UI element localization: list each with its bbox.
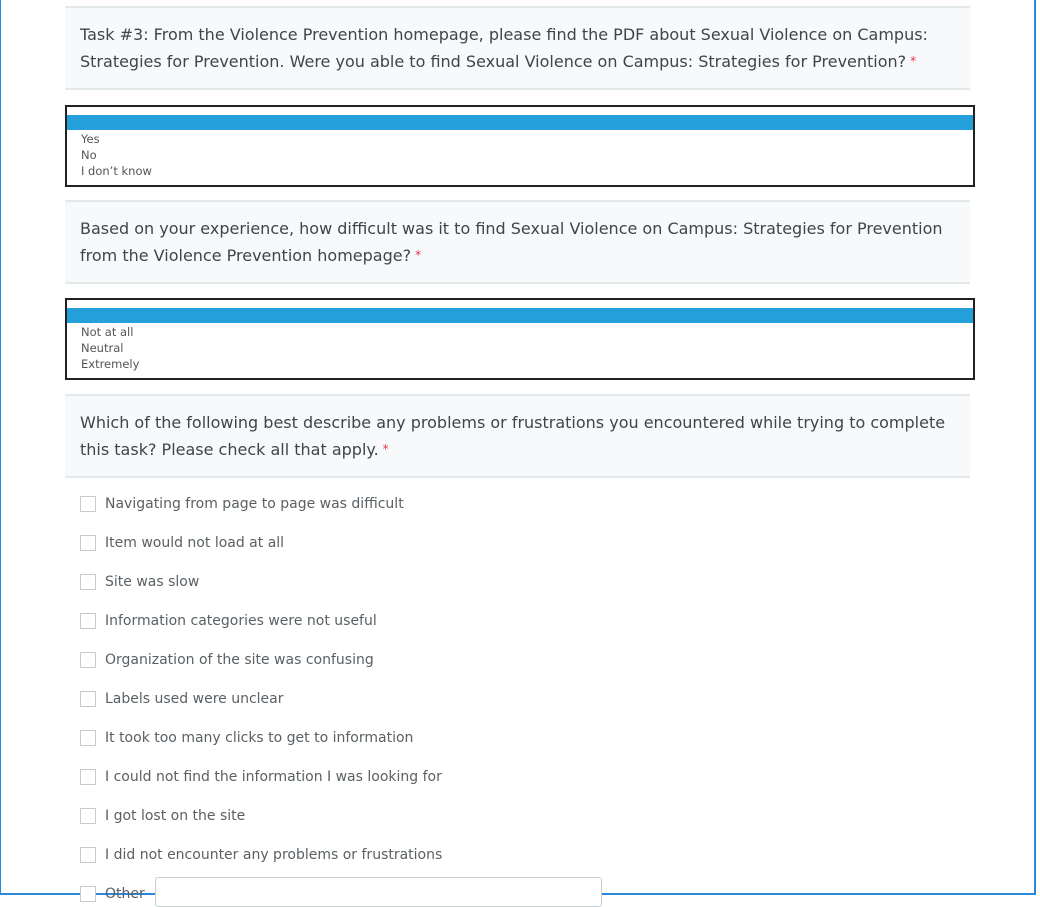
other-text-input[interactable]: [155, 877, 602, 907]
checkbox-label: I did not encounter any problems or frustrations: [105, 847, 443, 863]
checkbox-label: Organization of the site was confusing: [105, 652, 374, 668]
question-task3: [65, 6, 970, 90]
checkbox[interactable]: [80, 847, 96, 863]
selected-option-highlight: [67, 308, 973, 323]
checkbox-label: Item would not load at all: [105, 535, 285, 551]
checkbox[interactable]: [80, 691, 96, 707]
checkbox-label: I got lost on the site: [105, 808, 246, 824]
checkbox-option[interactable]: [80, 650, 374, 670]
checkbox-option[interactable]: [80, 767, 442, 787]
option-extremely[interactable]: Extremely: [81, 357, 140, 371]
checkbox-label: Other: [105, 886, 145, 902]
checkbox-option[interactable]: [80, 806, 245, 826]
required-marker: *: [382, 442, 389, 456]
checkbox-label: I could not find the information I was looking for: [105, 769, 442, 785]
checkbox-label: It took too many clicks to get to information: [105, 730, 414, 746]
checkbox[interactable]: [80, 808, 96, 824]
checkbox-option[interactable]: [80, 572, 199, 592]
option-yes[interactable]: Yes: [81, 132, 100, 146]
checkbox[interactable]: [80, 535, 96, 551]
option-no[interactable]: No: [81, 148, 97, 162]
checkbox-option[interactable]: [80, 884, 145, 904]
checkbox-label: Labels used were unclear: [105, 691, 284, 707]
question-difficulty: [65, 200, 970, 284]
checkbox[interactable]: [80, 496, 96, 512]
question-text: Task #3: From the Violence Prevention homepage, please find the PDF about Sexual Violence on Campus: Strategies for Prevention. Were you able to find Sexual Violence on Campus: Strategies for Prevention?: [80, 25, 928, 71]
question-text: Based on your experience, how difficult was it to find Sexual Violence on Campus: Strategies for Prevention from the Violence Prevention homepage?: [80, 219, 943, 265]
difficulty-select[interactable]: [65, 298, 975, 380]
task3-select[interactable]: [65, 105, 975, 187]
checkbox[interactable]: [80, 613, 96, 629]
question-text: Which of the following best describe any problems or frustrations you encountered while trying to complete this task? Please check all that apply.: [80, 413, 946, 459]
checkbox[interactable]: [80, 769, 96, 785]
checkbox[interactable]: [80, 574, 96, 590]
option-dont-know[interactable]: I don’t know: [81, 164, 152, 178]
checkbox-option[interactable]: [80, 728, 413, 748]
option-neutral[interactable]: Neutral: [81, 341, 124, 355]
checkbox-option[interactable]: [80, 845, 442, 865]
required-marker: *: [910, 54, 917, 68]
required-marker: *: [415, 248, 422, 262]
checkbox[interactable]: [80, 886, 96, 902]
checkbox-label: Navigating from page to page was difficult: [105, 496, 404, 512]
question-problems: [65, 394, 970, 478]
checkbox-option[interactable]: [80, 494, 404, 514]
checkbox[interactable]: [80, 652, 96, 668]
checkbox[interactable]: [80, 730, 96, 746]
checkbox-label: Site was slow: [105, 574, 200, 590]
checkbox-option[interactable]: [80, 611, 377, 631]
checkbox-option[interactable]: [80, 533, 284, 553]
checkbox-label: Information categories were not useful: [105, 613, 377, 629]
option-not-at-all[interactable]: Not at all: [81, 325, 134, 339]
selected-option-highlight: [67, 115, 973, 130]
checkbox-option[interactable]: [80, 689, 284, 709]
